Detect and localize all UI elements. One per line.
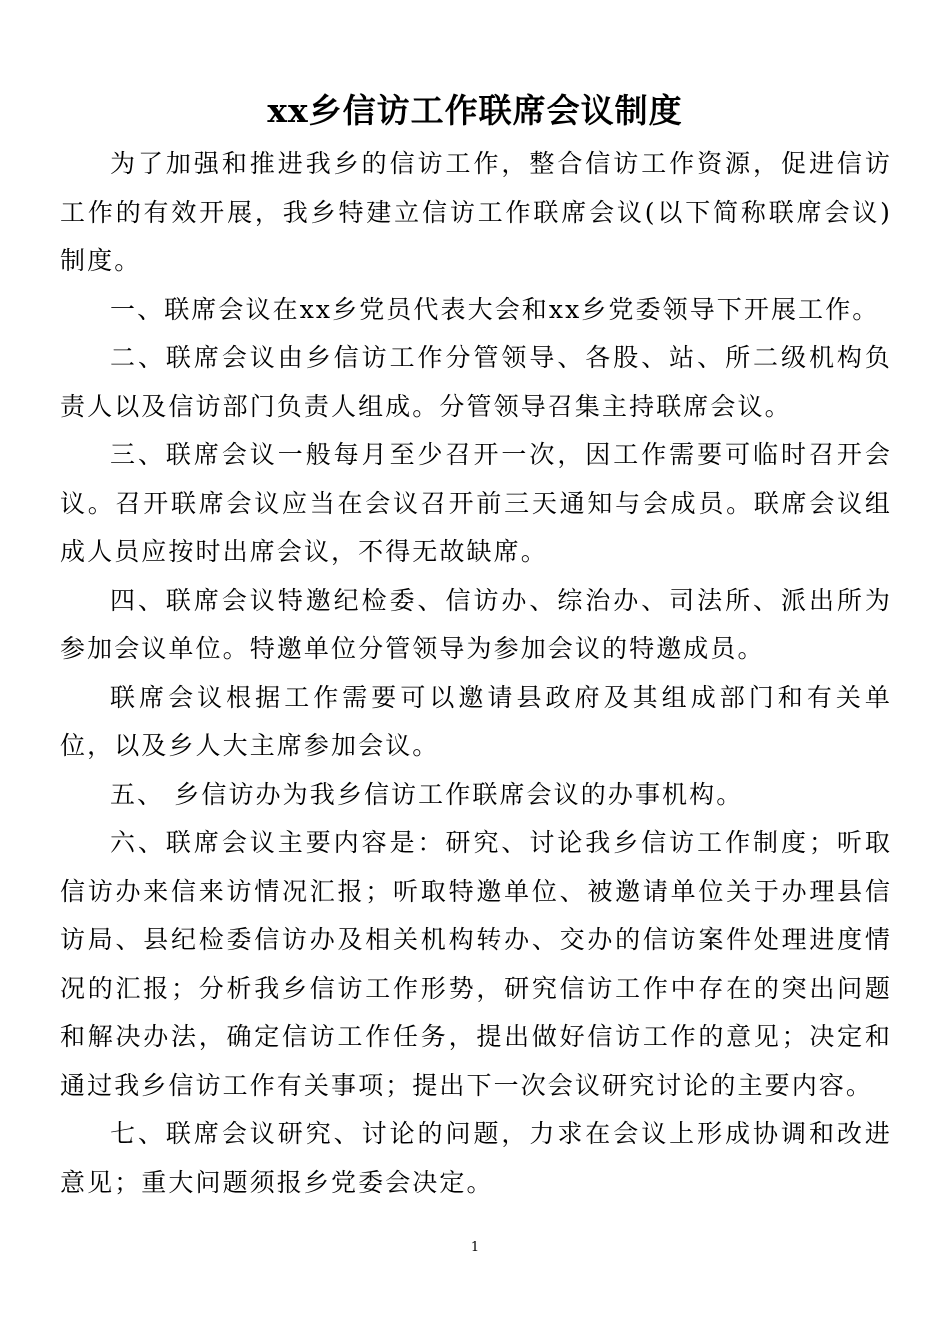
paragraph-article-3: 三、联席会议一般每月至少召开一次，因工作需要可临时召开会议。召开联席会议应当在会议召开前三天通知与会成员。联席会议组成人员应按时出席会议，不得无故缺席。	[60, 440, 892, 566]
document-body	[60, 140, 892, 1207]
page-number: 1	[470, 1240, 480, 1255]
paragraph-article-1: 一、联席会议在xx乡党员代表大会和xx乡党委领导下开展工作。	[110, 294, 880, 324]
paragraph-article-7: 七、联席会议研究、讨论的问题，力求在会议上形成协调和改进意见；重大问题须报乡党委会决定。	[60, 1119, 892, 1197]
paragraph-article-2: 二、联席会议由乡信访工作分管领导、各股、站、所二级机构负责人以及信访部门负责人组成。分管领导召集主持联席会议。	[60, 343, 892, 421]
document-title: xx乡信访工作联席会议制度	[267, 91, 683, 130]
paragraph-article-4: 四、联席会议特邀纪检委、信访办、综治办、司法所、派出所为参加会议单位。特邀单位分管领导为参加会议的特邀成员。	[60, 585, 892, 663]
paragraph-article-4-supplement: 联席会议根据工作需要可以邀请县政府及其组成部门和有关单位，以及乡人大主席参加会议。	[60, 682, 892, 760]
paragraph-article-5: 五、 乡信访办为我乡信访工作联席会议的办事机构。	[110, 779, 744, 809]
paragraph-article-6: 六、联席会议主要内容是：研究、讨论我乡信访工作制度；听取信访办来信来访情况汇报；听取特邀单位、被邀请单位关于办理县信访局、县纪检委信访办及相关机构转办、交办的信访案件处理进度情况的汇报；分析我乡信访工作形势，研究信访工作中存在的突出问题和解决办法，确定信访工作任务，提出做好信访工作的意见；决定和通过我乡信访工作有关事项；提出下一次会议研究讨论的主要内容。	[60, 828, 892, 1100]
paragraph-intro: 为了加强和推进我乡的信访工作，整合信访工作资源，促进信访工作的有效开展，我乡特建立信访工作联席会议(以下简称联席会议)制度。	[60, 149, 892, 275]
